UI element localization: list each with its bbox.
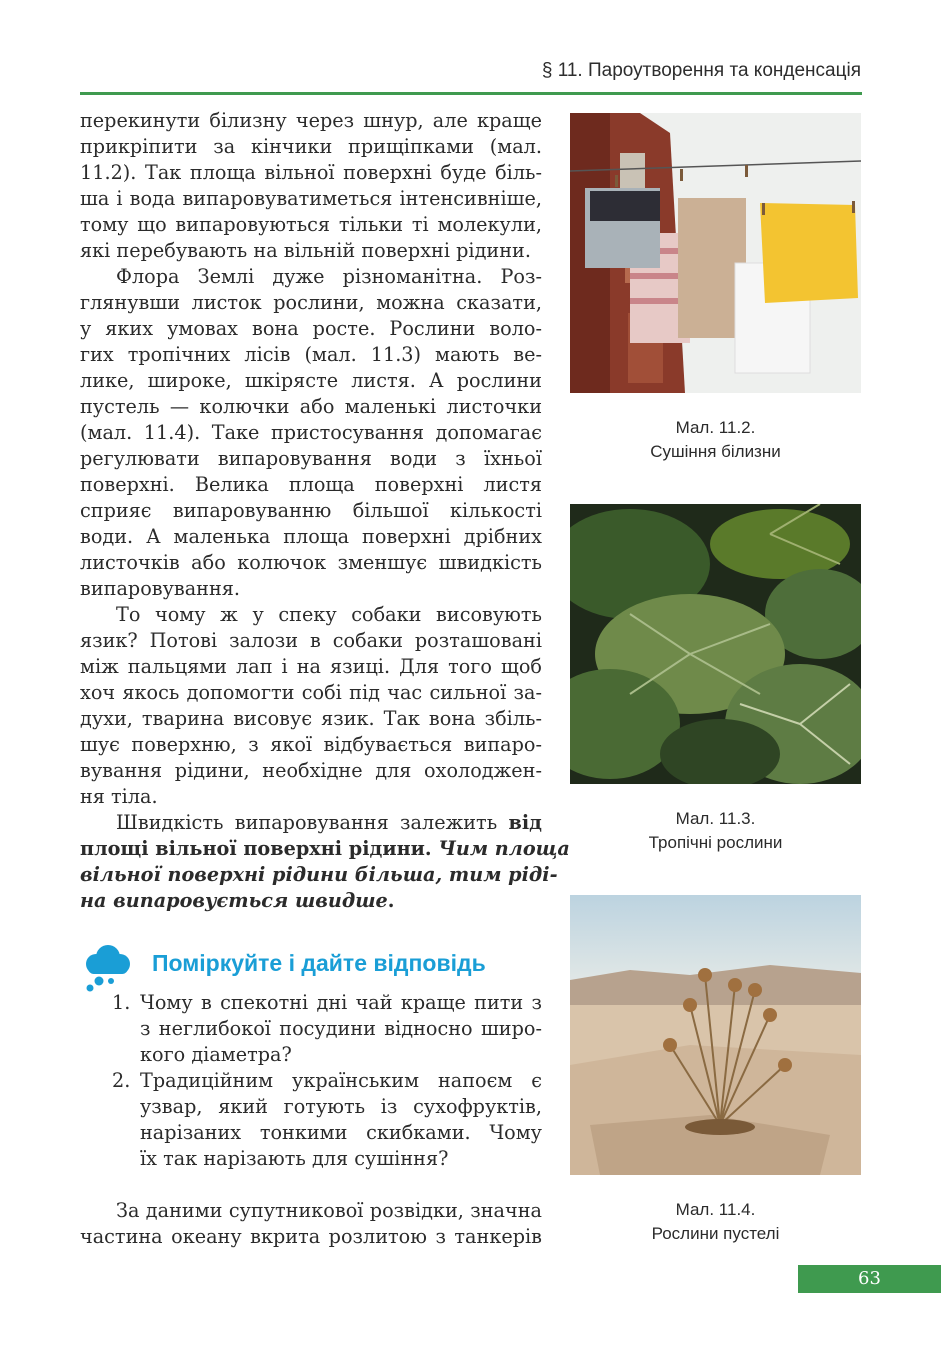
text-line: у яких умовах вона росте. Рослини воло- <box>80 317 542 340</box>
text-line: випаровування. <box>80 577 241 600</box>
desert-plants-photo <box>570 895 861 1175</box>
text-line: гих тропічних лісів (мал. 11.3) мають ве- <box>80 343 542 366</box>
period: . <box>387 889 395 912</box>
page-number: 63 <box>798 1265 941 1293</box>
text-line <box>80 810 542 836</box>
paragraph-2 <box>80 264 542 602</box>
figure-title: Рослини пустелі <box>651 1224 780 1243</box>
figure-title: Тропічні рослини <box>648 833 783 852</box>
paragraph-5 <box>80 1198 542 1250</box>
text-line: прикріпити за кінчики прищіпками (мал. <box>80 135 542 158</box>
text-line: поверхні. Велика площа поверхні листя <box>80 473 542 496</box>
text-line: язик? Потові залози в собаки розташовані <box>80 629 542 652</box>
bold-italic-text: на випаровується швидше <box>80 889 388 912</box>
text-line: Традиційним українським напоєм є <box>140 1069 542 1092</box>
figure-number: Мал. 11.3. <box>675 809 756 828</box>
text-line: За даними супутникової розвідки, значна <box>116 1199 542 1222</box>
text-line: частина океану вкрита розлитою з танкерів <box>80 1225 542 1248</box>
question-number: 2. <box>112 1069 131 1092</box>
text-line: шує поверхню, з якої відбувається випаро- <box>80 733 542 756</box>
text-line: глянувши листок рослини, можна сказати, <box>80 291 542 314</box>
text-line: хоч якось допомогти собі під час сильної за- <box>80 681 542 704</box>
tropical-plants-illustration <box>570 504 861 784</box>
text-line: кого діаметра? <box>140 1043 292 1066</box>
text-line: (мал. 11.4). Таке пристосування допомагає <box>80 421 542 444</box>
text-line: які перебувають на вільній поверхні рідини. <box>80 239 531 262</box>
text-line: листочків або колючок зменшує швидкість <box>80 551 542 574</box>
text-line <box>80 862 558 888</box>
think-section-title: Поміркуйте і дайте відповідь <box>152 950 486 976</box>
text-line: регулювати випаровування води з їхньої <box>80 447 542 470</box>
text-line: перекинути білизну через шнур, але краще <box>80 109 542 132</box>
figure-number: Мал. 11.4. <box>675 1200 756 1219</box>
think-section-header <box>82 942 552 994</box>
bold-italic-text: вільної поверхні рідини більша, тим рідi- <box>80 863 558 886</box>
text-line <box>80 836 570 862</box>
plain-text: Швидкість випаровування залежить <box>116 811 509 834</box>
text-line: тому що випаровуються тільки ті молекули, <box>80 213 542 236</box>
text-line <box>80 888 542 914</box>
bold-text: від <box>508 811 542 834</box>
text-line: води. А маленька площа поверхні дрібних <box>80 525 542 548</box>
bold-text: площі вільної поверхні рідини. <box>80 837 439 860</box>
text-line: вування рідини, необхідне для охолоджен- <box>80 759 542 782</box>
paragraph-1 <box>80 108 542 264</box>
running-header: § 11. Пароутворення та конденсація <box>541 60 861 81</box>
paragraph-3 <box>80 602 542 810</box>
text-line: ня тіла. <box>80 785 158 808</box>
laundry-illustration <box>570 113 861 393</box>
laundry-photo <box>570 113 861 393</box>
text-line: сприяє випаровуванню більшої кількості <box>80 499 542 522</box>
text-line: ша і вода випаровуватиметься інтенсивніше, <box>80 187 542 210</box>
key-rule-paragraph <box>80 810 570 914</box>
header-rule <box>80 92 862 95</box>
text-line: їх так нарізають для сушіння? <box>140 1147 449 1170</box>
bold-italic-text: Чим площа <box>438 837 570 860</box>
question-number: 1. <box>112 991 131 1014</box>
text-line: узвар, який готують із сухофруктів, <box>140 1095 542 1118</box>
tropical-plants-photo <box>570 504 861 784</box>
text-line: між пальцями лап і на язиці. Для того щоб <box>80 655 542 678</box>
figure-number: Мал. 11.2. <box>675 418 756 437</box>
figure-title: Сушіння білизни <box>650 442 781 461</box>
text-line: 11.2). Так площа вільної поверхні буде біль- <box>80 161 542 184</box>
figure-caption <box>570 807 861 855</box>
text-line: нарізаних тонкими скибками. Чому <box>140 1121 542 1144</box>
figure-caption <box>570 416 861 464</box>
desert-plants-illustration <box>570 895 861 1175</box>
text-line: Чому в спекотні дні чай краще пити з <box>140 991 542 1014</box>
figure-caption <box>570 1198 861 1246</box>
text-line: лике, широке, шкірясте листя. А рослини <box>80 369 542 392</box>
text-line: з неглибокої посудини відносно широ- <box>140 1017 542 1040</box>
text-line: духи, тварина висовує язик. Так вона збіль- <box>80 707 542 730</box>
text-line: Флора Землі дуже різноманітна. Роз- <box>116 265 542 288</box>
text-line: То чому ж у спеку собаки висовують <box>116 603 542 626</box>
text-line: пустель — колючки або маленькі листочки <box>80 395 542 418</box>
cloud-icon <box>82 942 132 994</box>
